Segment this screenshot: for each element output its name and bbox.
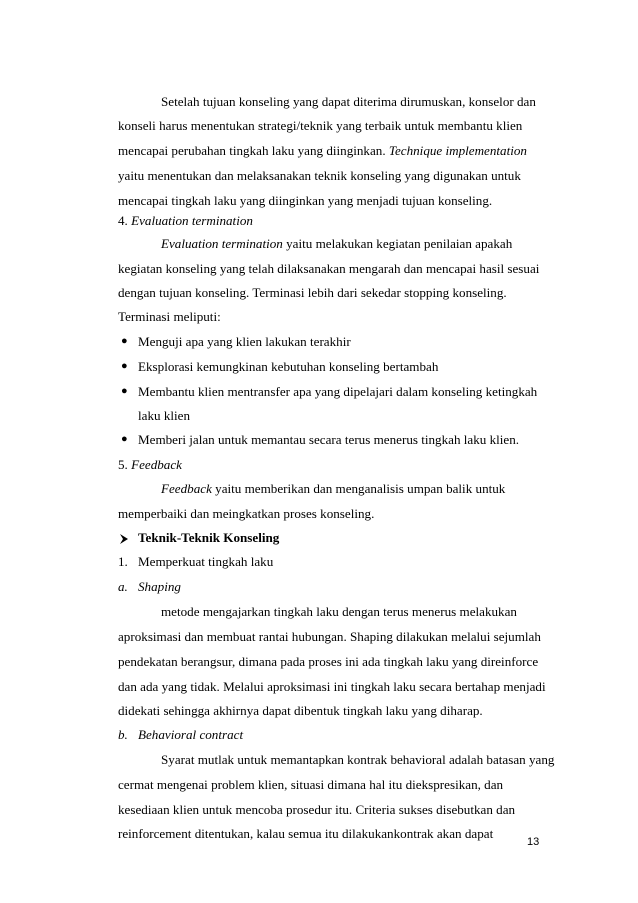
section-number: 4. bbox=[118, 213, 132, 228]
page-number: 13 bbox=[527, 836, 540, 848]
item-title: Behavioral contract bbox=[138, 727, 244, 742]
bullet-icon: ● bbox=[121, 335, 128, 347]
paragraph-line: cermat mengenai problem klien, situasi dimana hal itu diekspresikan, dan bbox=[118, 777, 504, 792]
paragraph-line: kegiatan konseling yang telah dilaksanakan mengarah dan mencapai hasil sesuai bbox=[118, 261, 540, 276]
bullet-icon: ● bbox=[121, 385, 128, 397]
text-span: yaitu melakukan kegiatan penilaian apakah bbox=[282, 236, 513, 251]
list-item-continued: laku klien bbox=[138, 408, 190, 423]
paragraph-line: konseli harus menentukan strategi/teknik yang terbaik untuk membantu klien bbox=[118, 118, 523, 133]
bullet-icon: ● bbox=[121, 360, 128, 372]
list-item: Menguji apa yang klien lakukan terakhir bbox=[138, 334, 351, 349]
paragraph-line: pendekatan berangsur, dimana pada proses ini ada tingkah laku yang direinforce bbox=[118, 654, 539, 669]
list-item: Memberi jalan untuk memantau secara terus menerus tingkah laku klien. bbox=[138, 432, 520, 447]
italic-term: Feedback bbox=[161, 481, 212, 496]
list-item: Eksplorasi kemungkinan kebutuhan konseling bertambah bbox=[138, 359, 439, 374]
arrow-bullet-icon bbox=[119, 530, 129, 545]
paragraph-line: reinforcement ditentukan, kalau semua itu dilakukankontrak akan dapat bbox=[118, 826, 494, 841]
paragraph-line bbox=[161, 481, 505, 496]
bullet-icon: ● bbox=[121, 433, 128, 445]
paragraph-line: Syarat mutlak untuk memantapkan kontrak behavioral adalah batasan yang bbox=[161, 752, 555, 767]
paragraph-line: Terminasi meliputi: bbox=[118, 309, 221, 324]
paragraph-line: kesediaan klien untuk mencoba prosedur itu. Criteria sukses disebutkan dan bbox=[118, 802, 516, 817]
paragraph-line: Setelah tujuan konseling yang dapat diterima dirumuskan, konselor dan bbox=[161, 94, 536, 109]
paragraph-line: aproksimasi dan membuat rantai hubungan. Shaping dilakukan melalui sejumlah bbox=[118, 629, 541, 644]
section-number: 5. bbox=[118, 457, 132, 472]
paragraph-line: dan ada yang tidak. Melalui aproksimasi ini tingkah laku secara bertahap menjadi bbox=[118, 679, 546, 694]
section-heading bbox=[118, 457, 182, 472]
text-span: mencapai perubahan tingkah laku yang diinginkan. bbox=[118, 143, 389, 158]
section-heading bbox=[118, 213, 253, 228]
paragraph-line: didekati sehingga akhirnya dapat dibentuk tingkah laku yang diharap. bbox=[118, 703, 483, 718]
section-title: Evaluation termination bbox=[131, 213, 253, 228]
list-item: Membantu klien mentransfer apa yang dipelajari dalam konseling ketingkah bbox=[138, 384, 538, 399]
paragraph-line: yaitu menentukan dan melaksanakan teknik konseling yang digunakan untuk bbox=[118, 168, 521, 183]
section-title: Feedback bbox=[131, 457, 182, 472]
list-item: Memperkuat tingkah laku bbox=[138, 554, 274, 569]
list-letter: a. bbox=[118, 579, 128, 594]
paragraph-line: mencapai tingkah laku yang diinginkan yang menjadi tujuan konseling. bbox=[118, 193, 493, 208]
text-span: yaitu memberikan dan menganalisis umpan balik untuk bbox=[211, 481, 506, 496]
list-number: 1. bbox=[118, 554, 128, 569]
paragraph-line: memperbaiki dan meingkatkan proses konseling. bbox=[118, 506, 375, 521]
italic-term: Evaluation termination bbox=[161, 236, 283, 251]
paragraph-line: metode mengajarkan tingkah laku dengan terus menerus melakukan bbox=[161, 604, 517, 619]
paragraph-line bbox=[161, 236, 512, 251]
paragraph-line bbox=[118, 143, 527, 158]
subsection-heading: Teknik-Teknik Konseling bbox=[138, 530, 280, 545]
list-letter: b. bbox=[118, 727, 128, 742]
item-title: Shaping bbox=[138, 579, 181, 594]
paragraph-line: dengan tujuan konseling. Terminasi lebih dari sekedar stopping konseling. bbox=[118, 285, 507, 300]
italic-term: Technique implementation bbox=[388, 143, 527, 158]
